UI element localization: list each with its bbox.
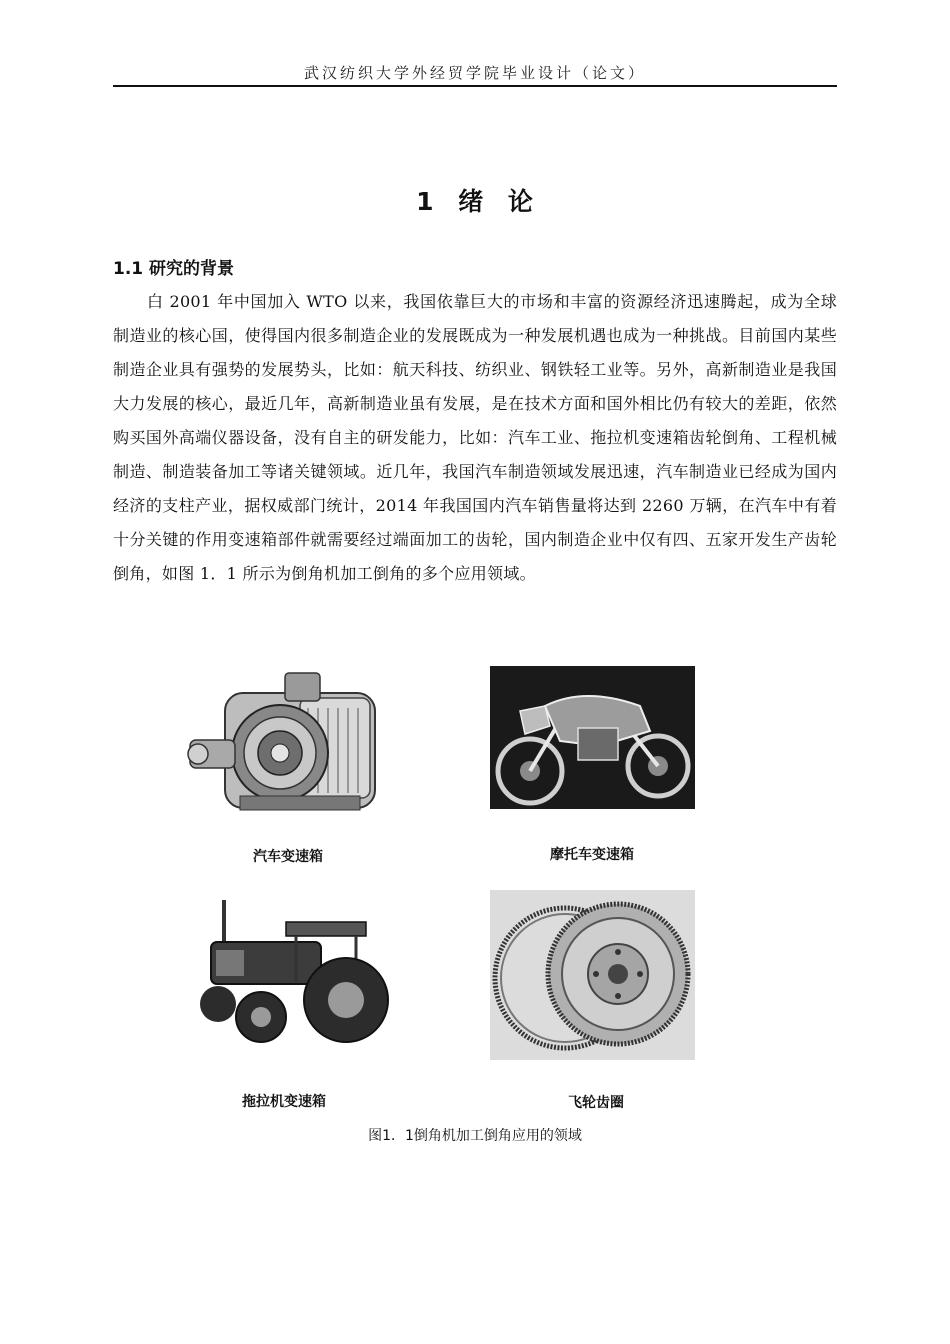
tractor-image [186, 892, 396, 1057]
figure [178, 660, 768, 1120]
body-paragraph: 白 2001 年中国加入 WTO 以来，我国依靠巨大的市场和丰富的资源经济迅速腾起，成为全球制造业的核心国，使得国内很多制造企业的发展既成为一种发展机遇也成为一种挑战。目前国内某些制造企业具有强势的发展势头，比如：航天科技、纺织业、钢铁轻工业等。另外，高新制造业是我国大力发展的核心，最近几年，高新制造业虽有发展，是在技术方面和国外相比仍有较大的差距，依然购买国外高端仪器设备，没有自主的研发能力，比如：汽车工业、拖拉机变速箱齿轮倒角、工程机械制造、制造装备加工等诸关键领域。近几年，我国汽车制造领域发展迅速，汽车制造业已经成为国内经济的支柱产业，据权威部门统计，2014 年我国国内汽车销售量将达到 2260 万辆，在汽车中有着十分关键的作用变速箱部件就需要经过端面加工的齿轮，国内制造企业中仅有四、五家开发生产齿轮倒角，如图 1．1 所示为倒角机加工倒角的多个应用领域。 [113, 292, 837, 583]
motorcycle-image [490, 666, 695, 809]
header-rule [113, 85, 837, 87]
car-gearbox-image [180, 668, 395, 833]
figure-caption: 图1．1倒角机加工倒角应用的领域 [368, 1128, 582, 1144]
panel-label-motorcycle-gearbox: 摩托车变速箱 [550, 847, 634, 863]
section-title: 1.1 研究的背景 [113, 259, 235, 279]
panel-label-car-gearbox: 汽车变速箱 [253, 849, 323, 865]
panel-label-tractor-gearbox: 拖拉机变速箱 [242, 1094, 326, 1110]
chapter-title: 1 绪 论 [416, 187, 534, 216]
running-header: 武汉纺织大学外经贸学院毕业设计（论文） [303, 64, 646, 82]
panel-label-flywheel-ring-gear: 飞轮齿圈 [568, 1095, 624, 1111]
flywheel-ring-gear-image [490, 890, 695, 1060]
